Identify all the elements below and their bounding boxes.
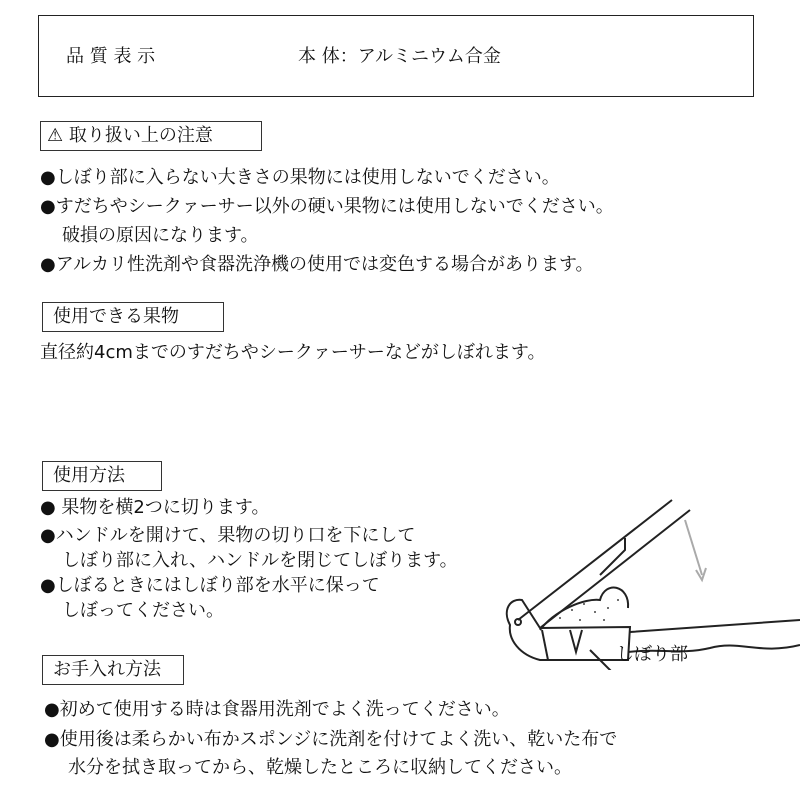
cautions-title: 取り扱い上の注意 <box>68 125 213 146</box>
usage-line: ● 果物を横2つに切ります。 <box>40 497 270 518</box>
fruits-text: 直径約4cmまでのすだちやシークァーサーなどがしぼれます。 <box>40 342 546 363</box>
care-line: ●初めて使用する時は食器用洗剤でよく洗ってください。 <box>44 699 510 720</box>
warning-triangle-icon: ⚠ <box>47 125 64 146</box>
press-cup <box>507 600 630 660</box>
squeezer-illustration <box>480 480 800 670</box>
usage-line: しぼり部に入れ、ハンドルを閉じてしぼります。 <box>62 550 458 571</box>
care-line: ●使用後は柔らかい布かスポンジに洗剤を付けてよく洗い、乾いた布で <box>44 729 618 750</box>
upper-handle <box>518 500 690 628</box>
caution-line: 破損の原因になります。 <box>62 225 259 246</box>
cautions-header <box>40 121 262 151</box>
usage-line: しぼってください。 <box>62 600 224 621</box>
usage-line: ●ハンドルを開けて、果物の切り口を下にして <box>40 525 416 546</box>
quality-label: 品 質 表 示 <box>66 46 156 67</box>
care-header: お手入れ方法 <box>42 655 184 685</box>
diagram-label: しぼり部 <box>616 644 688 665</box>
body-material: 本 体：アルミニウム合金 <box>298 46 501 67</box>
caution-line: ●しぼり部に入らない大きさの果物には使用しないでください。 <box>40 167 560 188</box>
caution-line: ●すだちやシークァーサー以外の硬い果物には使用しないでください。 <box>40 196 614 217</box>
usage-header: 使用方法 <box>42 461 162 491</box>
usage-line: ●しぼるときにはしぼり部を水平に保って <box>40 575 380 596</box>
caution-line: ●アルカリ性洗剤や食器洗浄機の使用では変色する場合があります。 <box>40 254 594 275</box>
arrow-down-icon <box>685 520 702 575</box>
fruits-header: 使用できる果物 <box>42 302 224 332</box>
care-line: 水分を拭き取ってから、乾燥したところに収納してください。 <box>68 757 572 778</box>
